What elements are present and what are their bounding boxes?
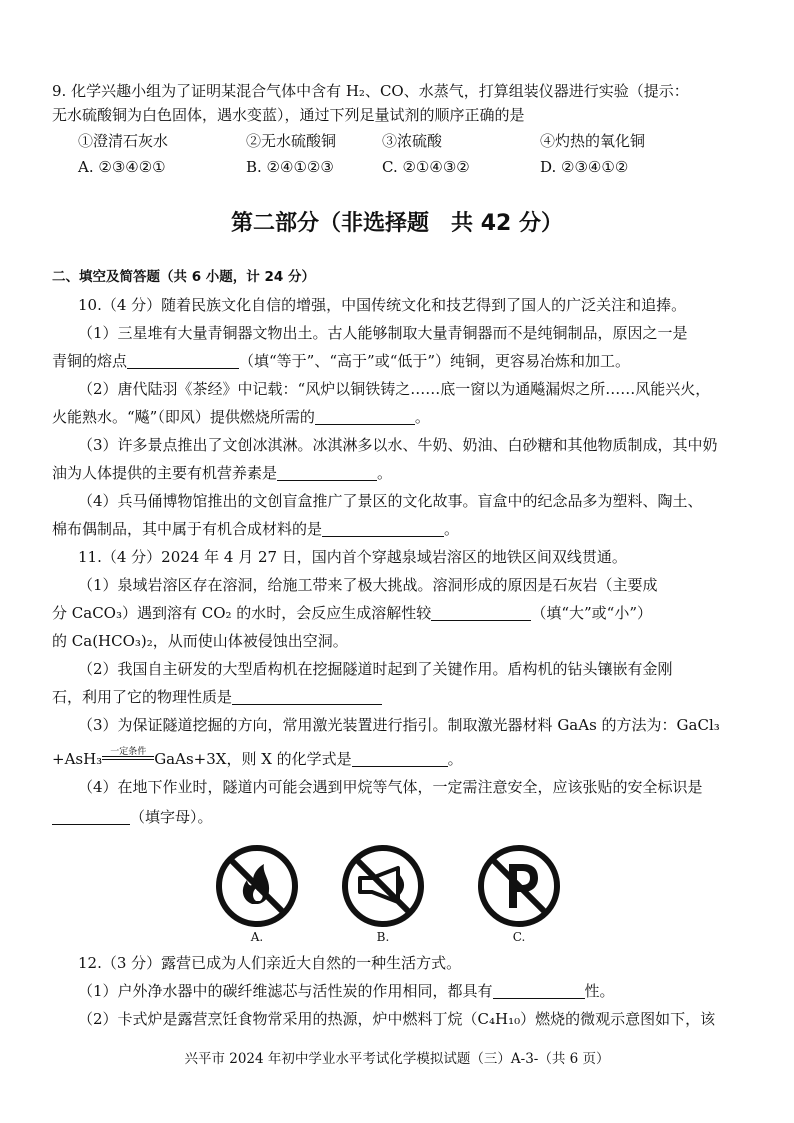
q9-reagent-1: ①澄清石灰水	[78, 132, 169, 150]
q9-reagents	[78, 130, 645, 152]
q9-stem-line1: 9. 化学兴趣小组为了证明某混合气体中含有 H₂、CO、水蒸气，打算组装仪器进行实验（提示：	[52, 82, 689, 100]
page-footer: 兴平市 2024 年初中学业水平考试化学模拟试题（三）A-3-（共 6 页）	[184, 1051, 610, 1067]
q11-part4-line1: （4）在地下作业时，隧道内可能会遇到甲烷等气体，一定需注意安全，应该张贴的安全标识是	[78, 778, 703, 796]
q9-options	[78, 156, 628, 178]
sign-c-no-parking	[474, 842, 564, 948]
q11-part2-answer-blank[interactable]	[232, 688, 382, 705]
q10-part2-answer-blank[interactable]	[315, 408, 415, 425]
q11-stem: 11.（4 分）2024 年 4 月 27 日，国内首个穿越泉域岩溶区的地铁区间双线贯通。	[78, 548, 627, 566]
q10-part2-line2: 火能熟水。“飚”（即风）提供燃烧所需的 。	[52, 408, 430, 426]
q10-part3-line1: （3）许多景点推出了文创冰淇淋。冰淇淋多以水、牛奶、奶油、白砂糖和其他物质制成，其中奶	[78, 436, 718, 454]
sign-c-label: C.	[512, 930, 526, 944]
q12-part1-answer-blank[interactable]	[493, 982, 585, 999]
q9-reagent-2: ②无水硫酸铜	[246, 132, 337, 150]
part2-title: 第二部分（非选择题 共 42 分）	[231, 211, 563, 236]
q9-reagent-3: ③浓硫酸	[382, 132, 443, 150]
q11-part3-line2: +AsH₃ 一定条件 GaAs+3X，则 X 的化学式是 。	[52, 747, 463, 768]
q9-reagent-4: ④灼热的氧化铜	[540, 132, 646, 150]
q11-part1-line1: （1）泉域岩溶区存在溶洞，给施工带来了极大挑战。溶洞形成的原因是石灰岩（主要成	[78, 576, 658, 594]
q11-part1-answer-blank[interactable]	[431, 604, 531, 621]
q11-part1-line3: 的 Ca(HCO₃)₂，从而使山体被侵蚀出空洞。	[52, 632, 348, 650]
q10-part4-line2: 棉布偶制品，其中属于有机合成材料的是 。	[52, 520, 460, 538]
q11-part1-line2: 分 CaCO₃）遇到溶有 CO₂ 的水时，会反应生成溶解性较 （填“大”或“小”）	[52, 604, 652, 622]
q12-part2-line1: （2）卡式炉是露营烹饪食物常采用的热源，炉中燃料丁烷（C₄H₁₀）燃烧的微观示意图如下，该	[78, 1010, 716, 1028]
no-parking-icon	[474, 842, 564, 930]
q9-option-b: B. ②④①②③	[246, 158, 334, 176]
q10-part1-answer-blank[interactable]	[127, 352, 239, 369]
q11-part3-line1: （3）为保证隧道挖掘的方向，常用激光装置进行指引。制取激光器材料 GaAs 的方法为：GaCl₃	[78, 716, 720, 734]
q9-option-a: A. ②③④②①	[78, 158, 166, 176]
q10-part2-line1: （2）唐代陆羽《茶经》中记载：“风炉以铜铁铸之……底一窗以为通飚漏烬之所……风能兴火，	[78, 380, 711, 398]
q11-part4-line2: （填字母）。	[52, 806, 742, 828]
reaction-condition-arrow: 一定条件	[102, 750, 154, 766]
q9-option-d: D. ②③④①②	[540, 158, 629, 176]
section2-title: 二、填空及简答题（共 6 小题，计 24 分）	[52, 269, 315, 285]
q12-part1: （1）户外净水器中的碳纤维滤芯与活性炭的作用相同，都具有 性。	[78, 982, 615, 1000]
safety-signs	[212, 842, 572, 948]
q10-part4-line1: （4）兵马俑博物馆推出的文创盲盒推广了景区的文化故事。盲盒中的纪念品多为塑料、陶土、	[78, 492, 703, 510]
q11-part2-line2: 石，利用了它的物理性质是	[52, 686, 742, 708]
sign-b-label: B.	[376, 930, 390, 944]
q12-stem: 12.（3 分）露营已成为人们亲近大自然的一种生活方式。	[78, 954, 462, 972]
q11-part2-line1: （2）我国自主研发的大型盾构机在挖掘隧道时起到了关键作用。盾构机的钻头镶嵌有金刚	[78, 660, 673, 678]
q11-part4-answer-blank[interactable]	[52, 808, 130, 825]
sign-a-label: A.	[250, 930, 264, 944]
q10-part1-line1: （1）三星堆有大量青铜器文物出土。古人能够制取大量青铜器而不是纯铜制品，原因之一是	[78, 324, 688, 342]
q9-stem-line2: 无水硫酸铜为白色固体，遇水变蓝），通过下列足量试剂的顺序正确的是	[52, 106, 525, 124]
sign-a-no-fire	[212, 842, 302, 948]
q10-stem: 10.（4 分）随着民族文化自信的增强，中国传统文化和技艺得到了国人的广泛关注和追捧。	[78, 296, 687, 314]
q10-part4-answer-blank[interactable]	[322, 520, 444, 537]
q11-part3-answer-blank[interactable]	[352, 750, 448, 767]
q10-part1-line2: 青铜的熔点 （填“等于”、“高于”或“低于”）纯铜，更容易冶炼和加工。	[52, 352, 631, 370]
no-fire-icon	[212, 842, 302, 930]
q9-option-c: C. ②①④③②	[382, 158, 470, 176]
q10-part3-line2: 油为人体提供的主要有机营养素是 。	[52, 464, 393, 482]
q10-part3-answer-blank[interactable]	[277, 464, 377, 481]
sign-b-no-horn	[338, 842, 428, 948]
no-horn-icon	[338, 842, 428, 930]
